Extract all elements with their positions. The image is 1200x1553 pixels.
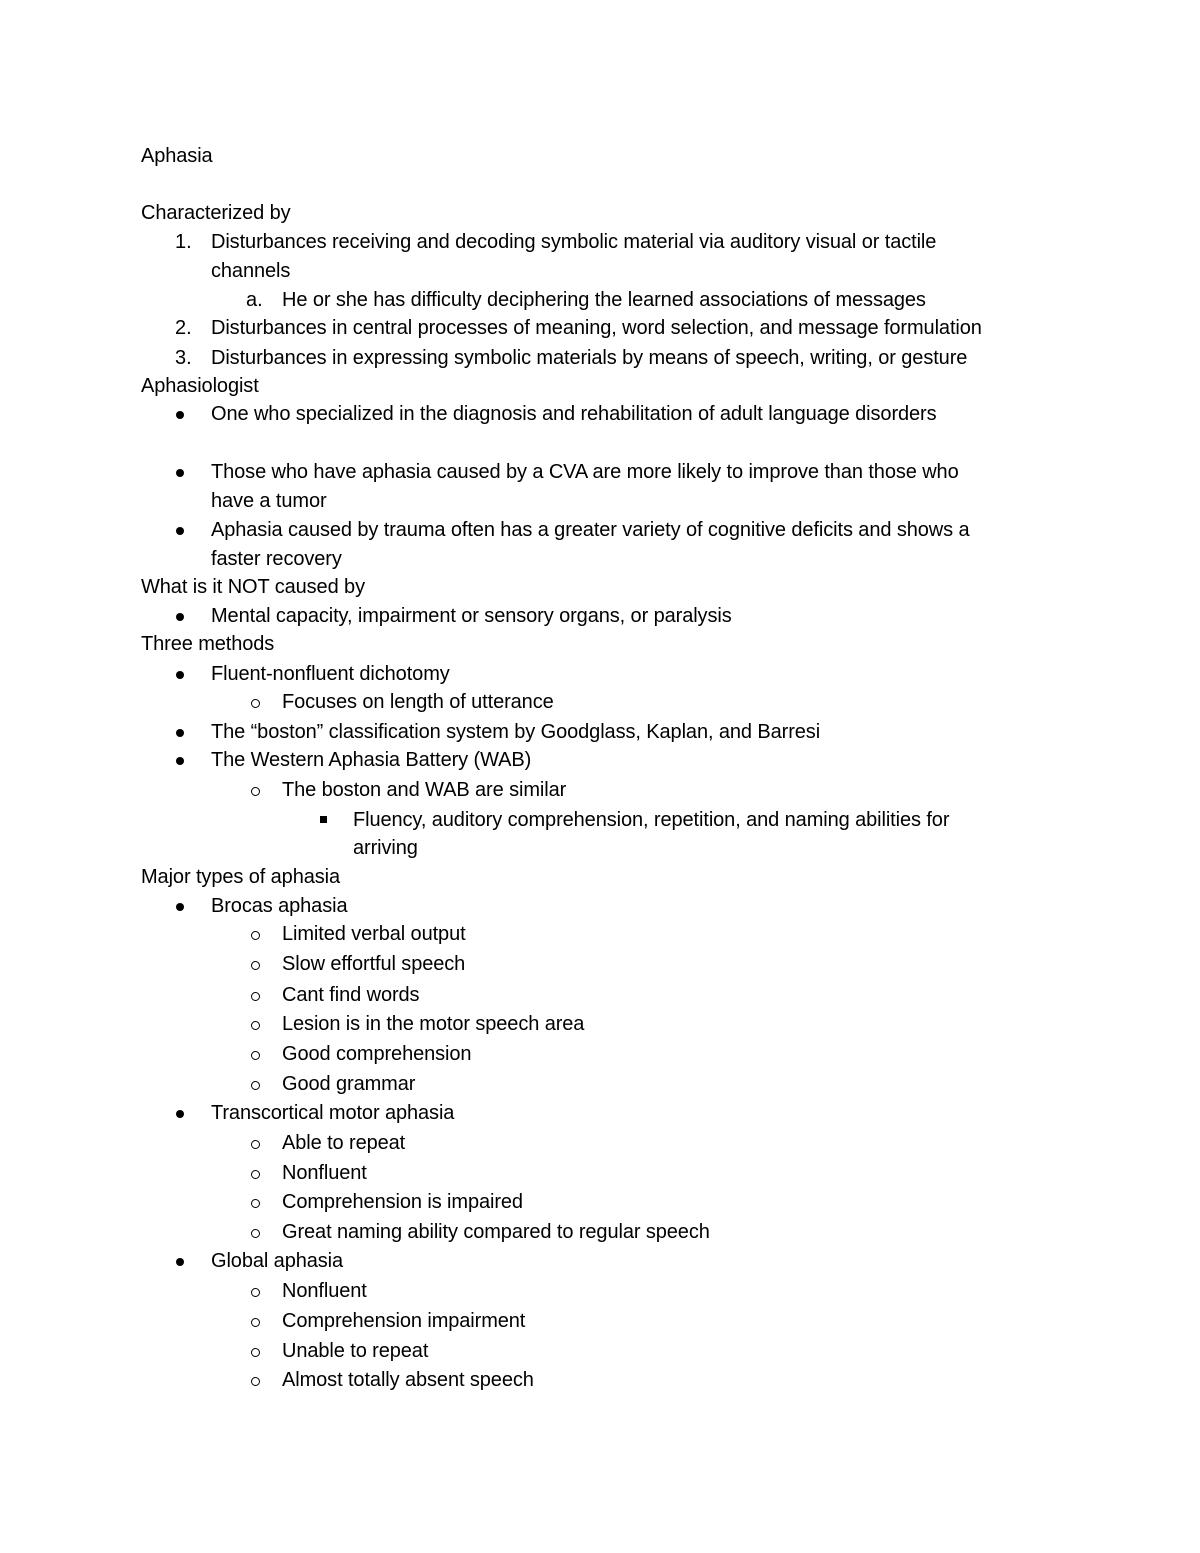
hollow-bullet-icon: [251, 1051, 260, 1060]
list-item-continuation: arriving: [353, 837, 418, 859]
list-item-continuation: have a tumor: [211, 490, 327, 512]
list-subitem: Nonfluent: [282, 1162, 367, 1184]
list-item-continuation: channels: [211, 260, 291, 282]
hollow-bullet-icon: [251, 1229, 260, 1238]
list-subitem: Focuses on length of utterance: [282, 691, 554, 713]
bullet-icon: [176, 757, 184, 765]
hollow-bullet-icon: [251, 1348, 260, 1357]
list-subitem: Good grammar: [282, 1073, 416, 1095]
hollow-bullet-icon: [251, 1081, 260, 1090]
list-letter: a.: [246, 289, 263, 311]
hollow-bullet-icon: [251, 1199, 260, 1208]
list-subitem: The boston and WAB are similar: [282, 779, 567, 801]
list-subitem: Unable to repeat: [282, 1340, 429, 1362]
hollow-bullet-icon: [251, 1170, 260, 1179]
hollow-bullet-icon: [251, 699, 260, 708]
list-item-transcortical: Transcortical motor aphasia: [211, 1102, 455, 1124]
list-subitem: Comprehension impairment: [282, 1310, 526, 1332]
hollow-bullet-icon: [251, 1318, 260, 1327]
section-heading-characterized: Characterized by: [141, 202, 291, 224]
list-item: One who specialized in the diagnosis and rehabilitation of adult language disorders: [211, 403, 937, 425]
list-item: Aphasia caused by trauma often has a greater variety of cognitive deficits and shows a: [211, 519, 970, 541]
list-subitem: Almost totally absent speech: [282, 1369, 534, 1391]
section-heading-not-caused: What is it NOT caused by: [141, 576, 365, 598]
section-heading-aphasiologist: Aphasiologist: [141, 375, 259, 397]
hollow-bullet-icon: [251, 1140, 260, 1149]
list-item: The Western Aphasia Battery (WAB): [211, 749, 532, 771]
list-item: He or she has difficulty deciphering the learned associations of messages: [282, 289, 926, 311]
bullet-icon: [176, 1258, 184, 1266]
bullet-icon: [176, 671, 184, 679]
list-item: Mental capacity, impairment or sensory organs, or paralysis: [211, 605, 732, 627]
list-item-global: Global aphasia: [211, 1250, 344, 1272]
list-number: 1.: [175, 231, 192, 253]
list-item-brocas: Brocas aphasia: [211, 895, 348, 917]
document-title: Aphasia: [141, 145, 213, 167]
list-subitem: Nonfluent: [282, 1280, 367, 1302]
bullet-icon: [176, 411, 184, 419]
bullet-icon: [176, 613, 184, 621]
list-subitem: Able to repeat: [282, 1132, 406, 1154]
bullet-icon: [176, 729, 184, 737]
list-item: Fluent-nonfluent dichotomy: [211, 663, 450, 685]
list-subitem: Comprehension is impaired: [282, 1191, 523, 1213]
list-subitem: Great naming ability compared to regular speech: [282, 1221, 710, 1243]
hollow-bullet-icon: [251, 1288, 260, 1297]
bullet-icon: [176, 1110, 184, 1118]
list-item: Disturbances receiving and decoding symbolic material via auditory visual or tactile: [211, 231, 937, 253]
list-subsubitem: Fluency, auditory comprehension, repetition, and naming abilities for: [353, 809, 950, 831]
list-subitem: Cant find words: [282, 984, 420, 1006]
hollow-bullet-icon: [251, 961, 260, 970]
list-subitem: Lesion is in the motor speech area: [282, 1013, 585, 1035]
list-item: Disturbances in central processes of meaning, word selection, and message formulation: [211, 317, 982, 339]
list-number: 2.: [175, 317, 192, 339]
list-item: Disturbances in expressing symbolic materials by means of speech, writing, or gesture: [211, 347, 968, 369]
square-bullet-icon: [320, 816, 327, 823]
list-subitem: Slow effortful speech: [282, 953, 466, 975]
bullet-icon: [176, 527, 184, 535]
bullet-icon: [176, 903, 184, 911]
list-item: Those who have aphasia caused by a CVA are more likely to improve than those who: [211, 461, 959, 483]
hollow-bullet-icon: [251, 931, 260, 940]
hollow-bullet-icon: [251, 992, 260, 1001]
list-number: 3.: [175, 347, 192, 369]
hollow-bullet-icon: [251, 787, 260, 796]
list-item-continuation: faster recovery: [211, 548, 342, 570]
list-item: The “boston” classification system by Goodglass, Kaplan, and Barresi: [211, 721, 821, 743]
list-subitem: Good comprehension: [282, 1043, 472, 1065]
section-heading-types: Major types of aphasia: [141, 866, 341, 888]
list-subitem: Limited verbal output: [282, 923, 466, 945]
bullet-icon: [176, 469, 184, 477]
section-heading-methods: Three methods: [141, 633, 275, 655]
hollow-bullet-icon: [251, 1021, 260, 1030]
hollow-bullet-icon: [251, 1377, 260, 1386]
